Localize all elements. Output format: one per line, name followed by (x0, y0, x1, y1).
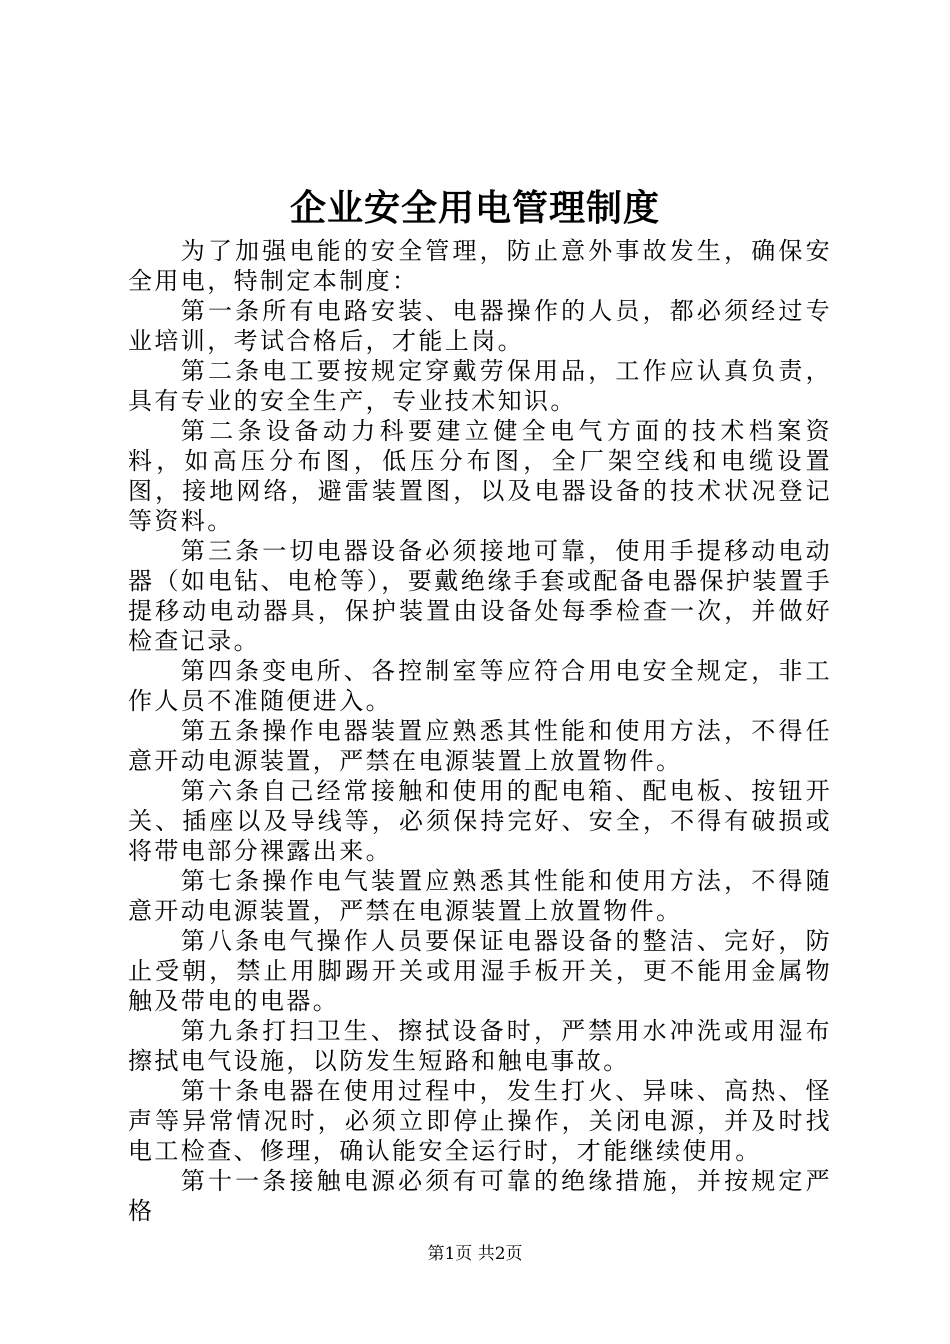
paragraph-article-5: 第五条操作电器装置应熟悉其性能和使用方法，不得任意开动电源装置，严禁在电源装置上放置物件。 (128, 717, 832, 775)
document-body (128, 236, 832, 1226)
paragraph-article-9: 第九条打扫卫生、擦拭设备时，严禁用水冲洗或用湿布擦拭电气设施，以防发生短路和触电事故。 (128, 1017, 832, 1075)
paragraph-article-3: 第三条一切电器设备必须接地可靠，使用手提移动电动器（如电钻、电枪等），要戴绝缘手套或配备电器保护装置手提移动电动器具，保护装置由设备处每季检查一次，并做好检查记录。 (128, 537, 832, 655)
paragraph-article-2: 第二条电工要按规定穿戴劳保用品，工作应认真负责，具有专业的安全生产，专业技术知识。 (128, 357, 832, 415)
paragraph-article-10: 第十条电器在使用过程中，发生打火、异味、高热、怪声等异常情况时，必须立即停止操作，关闭电源，并及时找电工检查、修理，确认能安全运行时，才能继续使用。 (128, 1077, 832, 1165)
paragraph-article-2b: 第二条设备动力科要建立健全电气方面的技术档案资料，如高压分布图，低压分布图，全厂架空线和电缆设置图，接地网络，避雷装置图，以及电器设备的技术状况登记等资料。 (128, 417, 832, 535)
paragraph-article-4: 第四条变电所、各控制室等应符合用电安全规定，非工作人员不准随便进入。 (128, 657, 832, 715)
paragraph-article-6: 第六条自己经常接触和使用的配电箱、配电板、按钮开关、插座以及导线等，必须保持完好、安全，不得有破损或将带电部分裸露出来。 (128, 777, 832, 865)
paragraph-article-8: 第八条电气操作人员要保证电器设备的整洁、完好，防止受朝，禁止用脚踢开关或用湿手板开关，更不能用金属物触及带电的电器。 (128, 927, 832, 1015)
paragraph-intro: 为了加强电能的安全管理，防止意外事故发生，确保安全用电，特制定本制度： (128, 237, 832, 295)
paragraph-article-1: 第一条所有电路安装、电器操作的人员，都必须经过专业培训，考试合格后，才能上岗。 (128, 297, 832, 355)
paragraph-article-11: 第十一条接触电源必须有可靠的绝缘措施，并按规定严格 (128, 1167, 832, 1225)
paragraph-article-7: 第七条操作电气装置应熟悉其性能和使用方法，不得随意开动电源装置，严禁在电源装置上放置物件。 (128, 867, 832, 925)
page-number-footer: 第1页 共2页 (427, 1244, 523, 1264)
document-title: 企业安全用电管理制度 (289, 187, 660, 229)
